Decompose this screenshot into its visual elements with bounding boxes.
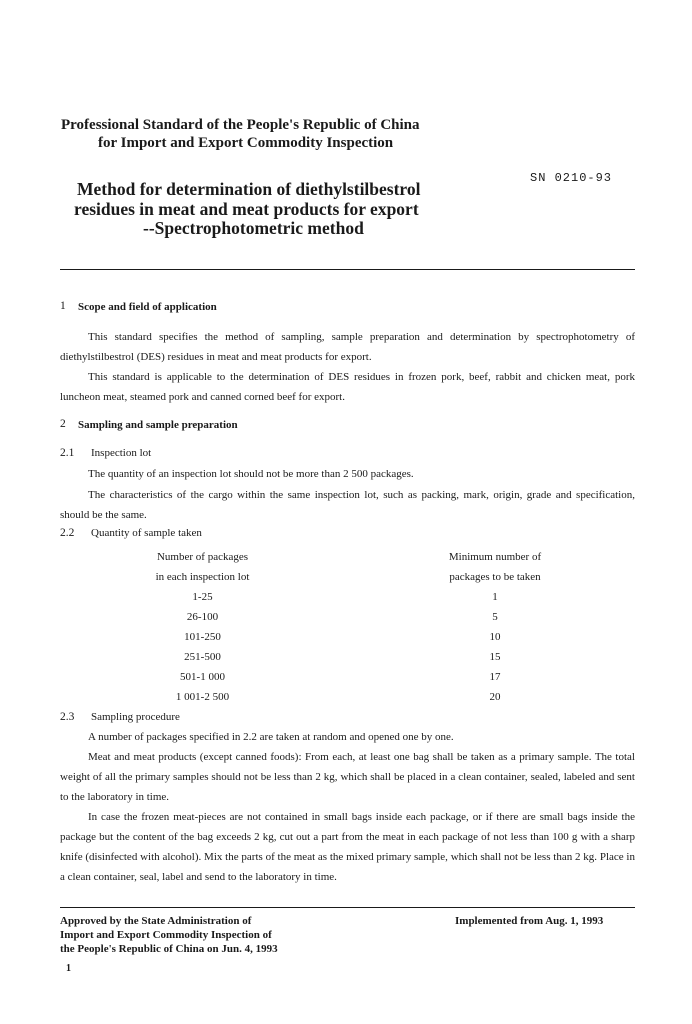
table-row-min: 5 [492,611,498,623]
approval-line-3: the People's Republic of China on Jun. 4, 1993 [60,943,278,955]
section-2-1-number: 2.1 [60,447,75,459]
footer-rule [60,907,635,908]
standard-code: SN 0210-93 [530,171,613,185]
section-1-paragraph-1: This standard specifies the method of sampling, sample preparation and determination by spectrophotometry of diethylstilbestrol (DES) residues in meat and meat products for export. [60,331,635,363]
section-2-3-paragraph-3: In case the frozen meat-pieces are not contained in small bags inside each package, or if there are small bags inside the package but the content of the bag exceeds 2 kg, cut out a part from the meat in each package of not less than 100 g with a sharp knife (disinfected with alcohol). Mix the parts of the meat as the mixed primary sample, which shall not be less than 2 kg. Place in a clean container, seal, label and send to the laboratory in time. [60,811,635,883]
title-line-1: Method for determination of diethylstilbestrol [77,179,421,199]
section-2-3-number: 2.3 [60,711,75,723]
approval-line-2: Import and Export Commodity Inspection of [60,929,272,941]
table-row-min: 1 [492,591,498,603]
implementation-date: Implemented from Aug. 1, 1993 [455,915,604,927]
section-2-3-heading: Sampling procedure [91,711,180,723]
section-2-number: 2 [60,418,66,430]
table-row-min: 10 [489,631,501,643]
section-2-1-paragraph-2: The characteristics of the cargo within the same inspection lot, such as packing, mark, origin, grade and specification, should be the same. [60,489,635,521]
section-2-1-heading: Inspection lot [91,447,152,459]
section-1-number: 1 [60,300,66,312]
section-1-paragraph-2: This standard is applicable to the determination of DES residues in frozen pork, beef, rabbit and chicken meat, pork luncheon meat, steamed pork and canned corned beef for export. [60,371,635,403]
title-line-2: residues in meat and meat products for export [74,199,419,219]
table-row-range: 1 001-2 500 [175,691,230,703]
section-2-1-paragraph-1: The quantity of an inspection lot should not be more than 2 500 packages. [88,468,414,480]
table-row-range: 1-25 [192,591,213,603]
table-row-min: 20 [489,691,501,703]
section-2-2-number: 2.2 [60,527,75,539]
table-row-range: 251-500 [184,651,221,663]
table-col1-header-line-2: in each inspection lot [155,571,250,583]
header-line-1: Professional Standard of the People's Republic of China [61,117,420,133]
section-2-3-paragraph-2: Meat and meat products (except canned foods): From each, at least one bag shall be taken as a primary sample. The total weight of all the primary samples should not be less than 2 kg, which shall be placed in a clean container, sealed, labeled and sent to the laboratory in time. [60,751,635,803]
section-1-heading: Scope and field of application [78,301,217,313]
table-row-range: 26-100 [186,611,219,623]
title-line-3: --Spectrophotometric method [143,218,364,238]
table-col2-header-line-2: packages to be taken [449,571,541,583]
page-number: 1 [66,963,71,974]
section-2-2-heading: Quantity of sample taken [91,527,202,539]
table-row-range: 501-1 000 [180,671,225,683]
section-2-heading: Sampling and sample preparation [78,419,238,431]
title-rule [60,269,635,270]
header-line-2: for Import and Export Commodity Inspection [98,135,394,151]
table-row-min: 15 [489,651,501,663]
section-2-3-paragraph-1: A number of packages specified in 2.2 are taken at random and opened one by one. [88,731,454,743]
table-col1-header-line-1: Number of packages [156,551,249,563]
table-row-min: 17 [489,671,501,683]
table-row-range: 101-250 [184,631,221,643]
approval-line-1: Approved by the State Administration of [60,915,252,927]
table-col2-header-line-1: Minimum number of [448,551,542,563]
